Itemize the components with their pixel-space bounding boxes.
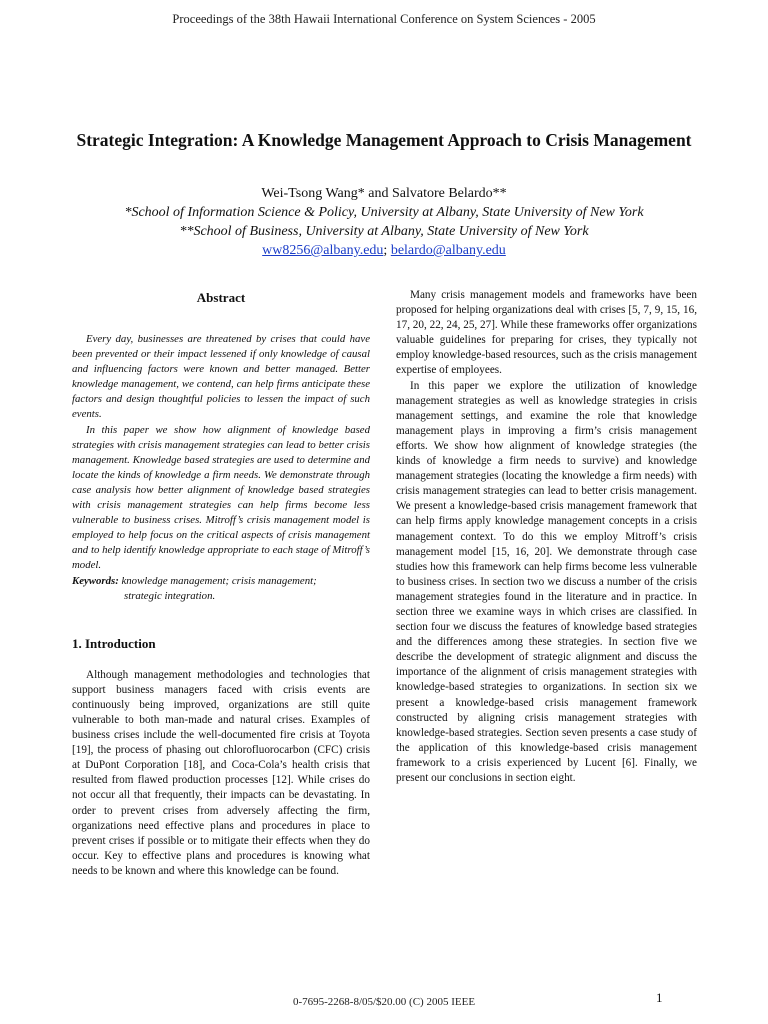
abstract-paragraph: Every day, businesses are threatened by crises that could have been prevented or their impact lessened if only knowledge of causal and influencing factors were known and better managed. Better knowledge management, we contend, can help firms anticipate these factors and design thoughtful policies to lessen the impact of such events. xyxy=(72,333,370,421)
email-separator: ; xyxy=(383,243,391,258)
right-column xyxy=(396,288,697,786)
body-paragraph: In this paper we explore the utilization of knowledge management strategies as well as knowledge strategies in crisis management settings, and examine the role that knowledge management plays in improving a firm’s crisis management efforts. We show how alignment of knowledge strategies (the kinds of knowledge a firm needs to survive) and knowledge management strategies (locating the knowledge a firm needs) with crisis management strategies can lead to better crisis management. We present a knowledge-based crisis management framework that can help firms apply knowledge management concepts in a crisis management context. To do this we employ Mitroff’s crisis management model [15, 16, 20]. We demonstrate through case studies how this framework can help firms become less vulnerable to business crises. In section two we discuss a number of the crisis management strategies found in the literature and in practice. In section three we examine ways in which crises are classified. In section four we discuss the features of knowledge based strategies and the differences among these strategies. In section five we describe the development of strategic alignment and discuss the importance of the alignment of crisis management strategies with knowledge-based strategies to organizations. In section six we present a knowledge-based crisis management framework constructed by aligning crisis management strategies with knowledge-based strategies. Section seven presents a case study of the application of this knowledge-based crisis management framework to a crisis experienced by Lucent [6]. Finally, we present our conclusions in section eight. xyxy=(396,379,697,784)
abstract-body xyxy=(72,332,370,574)
keywords-label: Keywords: xyxy=(72,574,119,587)
author-block xyxy=(0,184,768,260)
copyright-footer: 0-7695-2268-8/05/$20.00 (C) 2005 IEEE xyxy=(292,996,476,1008)
introduction-heading: 1. Introduction xyxy=(72,635,156,651)
email-link-wang[interactable]: ww8256@albany.edu xyxy=(262,243,384,258)
author-emails xyxy=(0,241,768,260)
introduction-body xyxy=(72,668,370,879)
paper-title: Strategic Integration: A Knowledge Management Approach to Crisis Management xyxy=(76,130,692,150)
affiliation-2: **School of Business, University at Albany, State University of New York xyxy=(179,224,589,239)
introduction-paragraph: Although management methodologies and technologies that support business managers faced with crisis events are continuously being improved, organizations are still quite vulnerable to both man-made and natural crises. Examples of business crises include the well-documented fire crisis at Toyota [19], the process of phasing out chlorofluorocarbon (CFC) crisis at DuPont Corporation [18], and Coca-Cola’s health crisis that resulted from flawed production processes [12]. While crises do not occur all that frequently, their impacts can be devastating. In order to prevent crises from adversely affecting the firm, organizations need effective plans and procedures in place to prevent crises if possible or to mitigate their effects when they do occur. Key to effective plans and procedures is knowing what needs to be known and where this knowledge can be found. xyxy=(72,668,370,877)
author-names: Wei-Tsong Wang* and Salvatore Belardo** xyxy=(261,186,507,201)
keywords-line-1: knowledge management; crisis management; xyxy=(118,574,317,587)
page-number: 1 xyxy=(656,990,663,1005)
email-link-belardo[interactable]: belardo@albany.edu xyxy=(390,243,506,258)
keywords-line-2: strategic integration. xyxy=(124,589,216,602)
abstract-heading: Abstract xyxy=(196,290,246,305)
proceedings-header: Proceedings of the 38th Hawaii International Conference on System Sciences - 2005 xyxy=(172,12,596,26)
keywords xyxy=(72,574,370,604)
left-column xyxy=(72,290,370,879)
abstract-paragraph: In this paper we show how alignment of knowledge based strategies with crisis management strategies can lead to better crisis management. Knowledge based strategies are used to determine and locate the kinds of knowledge a firm needs. We demonstrate through case analysis how better alignment of knowledge based strategies with crisis management strategies can help firms become less vulnerable to business crises. Mitroff’s crisis management model is employed to help focus on the critical aspects of crisis management and to help identify knowledge appropriate to each stage of Mitroff’s model. xyxy=(72,423,370,572)
affiliation-1: *School of Information Science & Policy, University at Albany, State University of New York xyxy=(124,205,644,220)
body-paragraph: Many crisis management models and frameworks have been proposed for helping organizations deal with crises [5, 7, 9, 15, 16, 17, 20, 22, 24, 25, 27]. While these frameworks offer organizations valuable guidelines for preparing for crises, they typically not employ knowledge-based resources, such as the crisis management expertise of employees. xyxy=(396,289,697,377)
